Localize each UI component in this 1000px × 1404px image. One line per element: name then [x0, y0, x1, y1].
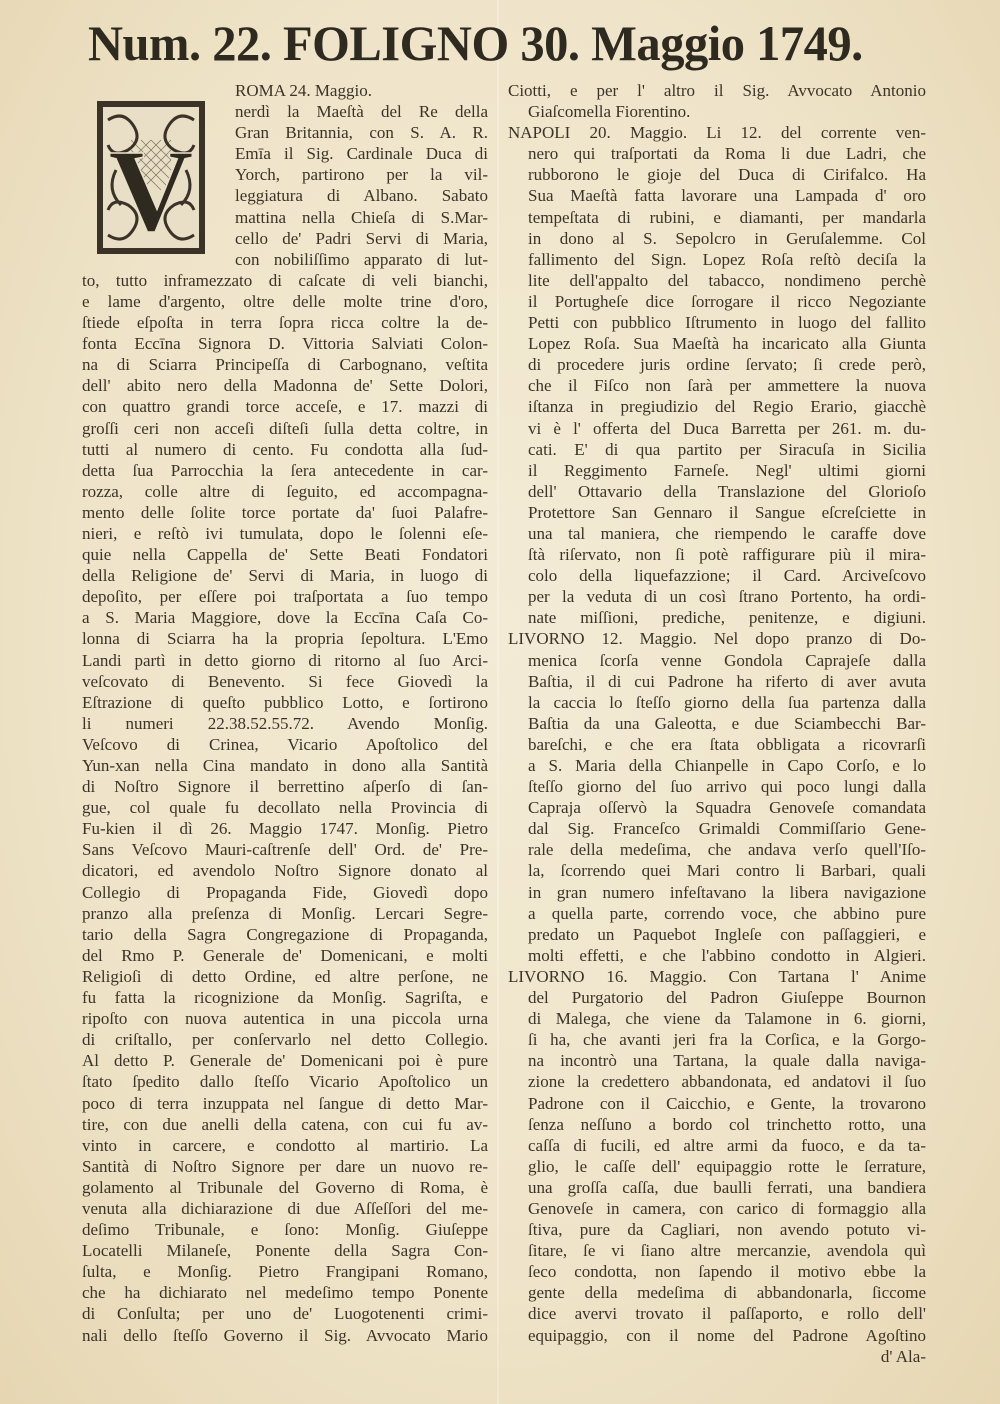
- right-column-line: tempeſtata di rubini, e diamanti, per mandarla: [528, 207, 926, 227]
- right-column-line: dell' Ottavario della Translazione del Glorioſo: [528, 481, 926, 501]
- left-column-line: di Conſulta; per uno de' Luogotenenti crimi-: [82, 1304, 488, 1324]
- right-column: [508, 80, 926, 1367]
- right-column-line: bareſchi, e che era ſtata obbligata a ricovrarſi: [528, 734, 926, 754]
- right-column-line: che il Fiſco non ſarà per ammettere la nuova: [528, 376, 926, 396]
- right-column-line: LIVORNO 12. Maggio. Nel dopo pranzo di Do-: [508, 629, 926, 649]
- left-column-line: Religioſi di detto Ordine, ed altre perſone, ne: [82, 966, 488, 986]
- left-column-line: Locatelli Milaneſe, Ponente della Sagra Con-: [82, 1241, 488, 1261]
- right-column-line: Sua Maeſtà fatta lavorare una Lampada d' oro: [528, 186, 926, 206]
- left-column-line: di Noſtro Signore il berrettino aſperſo di ſan-: [82, 777, 488, 797]
- left-column-line: Veſcovo di Crinea, Vicario Apoſtolico del: [82, 734, 488, 754]
- left-column-line: poco di terra inzuppata nel ſangue di detto Mar-: [82, 1093, 488, 1113]
- left-column-line: ſtiede eſpoſta in terra ſopra ricca coltre la de-: [82, 313, 488, 333]
- left-column-line: di criſtallo, per conſervarlo nel detto Collegio.: [82, 1030, 488, 1050]
- left-column-line: con quattro grandi torce acceſe, e 17. mazzi di: [82, 397, 488, 417]
- right-column-line: vi è l' offerta del Duca Barretta per 261. m. du-: [528, 418, 926, 438]
- right-column-line: dice avervi trovato il paſſaporto, e rollo dell': [528, 1304, 926, 1324]
- right-column-line: NAPOLI 20. Maggio. Li 12. del corrente ven-: [508, 123, 926, 143]
- right-column-line: Baſtia da una Galeotta, e due Sciambecchi Bar-: [528, 713, 926, 733]
- right-column-line: glio, le caſſe dell' equipaggio rotte le ſerrature,: [528, 1156, 926, 1176]
- right-column-line: la, ſcorrendo quei Mari contro li Barbari, quali: [528, 861, 926, 881]
- left-column-line: Emīa il Sig. Cardinale Duca di: [235, 144, 488, 164]
- right-column-line: ſeco condotta, non ſapendo il motivo ebbe la: [528, 1262, 926, 1282]
- left-column-line: venuta alla dichiarazione di due Aſſeſſori del me-: [82, 1198, 488, 1218]
- left-column-line: nali dello ſteſſo Governo il Sig. Avvocato Mario: [82, 1325, 488, 1345]
- left-column-line: golamento al Tribunale del Governo di Roma, è: [82, 1177, 488, 1197]
- left-column-line: Yorch, partirono per la vil-: [235, 165, 488, 185]
- left-column-line: Santità di Noſtro Signore per dare un nuovo re-: [82, 1156, 488, 1176]
- right-column-line: molti effetti, e che l'abbino condotto in Algieri.: [528, 945, 926, 965]
- left-column-line: tire, con due anelli della catena, con cui fu av-: [82, 1114, 488, 1134]
- right-column-line: per la veduta di un così ſtrano Portento, ha ordi-: [528, 587, 926, 607]
- left-column-line: leggiatura di Albano. Sabato: [235, 186, 488, 206]
- left-column-line: nerdì la Maeſtà del Re della: [235, 102, 488, 122]
- left-column: [82, 80, 488, 1346]
- right-column-line: Padrone con il Caicchio, e Gente, la trovarono: [528, 1093, 926, 1113]
- left-column-line: rozza, colle altre di ſeguito, ed accompagna-: [82, 481, 488, 501]
- right-column-line: lite dell'appalto del tabacco, nondimeno perchè: [528, 270, 926, 290]
- left-column-line: fonta Eccīna Signora D. Vittoria Salviati Colon-: [82, 334, 488, 354]
- left-column-line: mattina nella Chieſa di S.Mar-: [235, 207, 488, 227]
- right-column-line: la caccia lo ſteſſo giorno della ſua partenza dalla: [528, 692, 926, 712]
- left-column-line: tutti al numero di cento. Fu condotta alla ſud-: [82, 439, 488, 459]
- right-column-line: il Reggimento Farneſe. Negl' ultimi giorni: [528, 460, 926, 480]
- left-column-line: quie nella Cappella de' Sette Beati Fondatori: [82, 545, 488, 565]
- right-column-line: nero qui traſportati da Roma li due Ladri, che: [528, 144, 926, 164]
- left-column-line: Collegio di Propaganda Fide, Giovedì dopo: [82, 882, 488, 902]
- left-column-line: na di Sciarra Principeſſa di Carbognano, veſtita: [82, 355, 488, 375]
- left-column-line: tario della Sagra Congregazione di Propaganda,: [82, 924, 488, 944]
- right-column-line: fallimento del Sign. Lopez Roſa reſtò deciſa la: [528, 249, 926, 269]
- right-column-line: ſtiva, pure da Cagliari, non avendo potuto vi-: [528, 1220, 926, 1240]
- right-column-line: zione la credettero abbandonata, ed andatovi il ſuo: [528, 1072, 926, 1092]
- right-column-line: gente della medeſima di abbandonarla, ſiccome: [528, 1283, 926, 1303]
- right-column-line: Baſtia, il di cui Padrone ha riferto di aver avuta: [528, 671, 926, 691]
- right-column-line: Giaſcomella Fiorentino.: [528, 102, 691, 122]
- left-column-line: dicatori, ed avendolo Noſtro Signore donato al: [82, 861, 488, 881]
- right-column-line: Genoveſe in camera, con carico di formaggio alla: [528, 1198, 926, 1218]
- left-column-line: nieri, e reſtò ivi tumulata, dopo le ſolenni eſe-: [82, 523, 488, 543]
- right-column-line: caſſa di fucili, ed altre armi da fuoco, e da ta-: [528, 1135, 926, 1155]
- left-column-line: Gran Britannia, con S. A. R.: [235, 123, 488, 143]
- right-column-line: LIVORNO 16. Maggio. Con Tartana l' Anime: [508, 966, 926, 986]
- right-column-line: ſenza neſſuno a bordo col trinchetto rotto, una: [528, 1114, 926, 1134]
- left-column-line: Eſtrazione di queſto pubblico Lotto, e ſortirono: [82, 692, 488, 712]
- right-column-line: menica ſcorſa venne Gondola Caprajeſe dalla: [528, 650, 926, 670]
- right-column-line: il Portugheſe dice ſorrogare il ricco Negoziante: [528, 291, 926, 311]
- left-column-line: Fu-kien il dì 26. Maggio 1747. Monſig. Pietro: [82, 819, 488, 839]
- right-column-line: ſtà riſervato, non ſi potè raffigurare più il mira-: [528, 545, 926, 565]
- right-column-line: rubborono le gioje del Duca di Cirifalco. Ha: [528, 165, 926, 185]
- left-column-line: to, tutto inframezzato di caſcate di veli bianchi,: [82, 270, 488, 290]
- right-column-line: di procedere juris ordine ſervato; ſi crede però,: [528, 355, 926, 375]
- right-column-line: Protettore San Gennaro il Sangue eſcreſciette in: [528, 502, 926, 522]
- svg-text:V: V: [108, 125, 194, 255]
- right-column-line: a quella parte, correndo voce, che abbino pure: [528, 903, 926, 923]
- right-column-line: in dono al S. Sepolcro in Geruſalemme. Col: [528, 228, 926, 248]
- left-column-line: del Rmo P. Generale de' Domenicani, e molti: [82, 945, 488, 965]
- right-column-line: Lopez Roſa. Sua Maeſtà ha incaricato alla Giunta: [528, 334, 926, 354]
- left-column-line: depoſito, per eſſere poi traſportata a ſuo tempo: [82, 587, 488, 607]
- paper-fold: [497, 0, 499, 1404]
- left-column-line: ROMA 24. Maggio.: [235, 81, 372, 100]
- left-column-line: ripoſto con nuova autentica in una piccola urna: [82, 1009, 488, 1029]
- left-column-line: ſtato ſpedito dallo ſteſſo Vicario Apoſtolico un: [82, 1072, 488, 1092]
- right-column-line: nate miſſioni, prediche, penitenze, e digiuni.: [528, 608, 926, 628]
- right-column-line: predato un Paquebot Ingleſe con paſſaggieri, e: [528, 924, 926, 944]
- right-column-line: ſi ha, che avanti jeri fra la Corſica, e la Gorgo-: [528, 1030, 926, 1050]
- right-column-line: del Purgatorio del Padron Giuſeppe Bournon: [528, 988, 926, 1008]
- left-column-line: cello de' Padri Servi di Maria,: [235, 228, 488, 248]
- left-column-line: lonna di Sciarra ha la propria ſepoltura. L'Emo: [82, 629, 488, 649]
- left-column-line: Al detto P. Generale de' Domenicani poi è pure: [82, 1051, 488, 1071]
- right-column-line: rale della medeſima, che andava verſo quell'Iſo-: [528, 840, 926, 860]
- right-column-line: di Malega, che viene da Talamone in 6. giorni,: [528, 1009, 926, 1029]
- left-column-line: della Religione de' Servi di Maria, in luogo di: [82, 566, 488, 586]
- right-column-line: iſtanza in pregiudizio del Regio Erario, giacchè: [528, 397, 926, 417]
- right-column-line: equipaggio, con il nome del Padrone Agoſtino: [528, 1325, 926, 1345]
- left-column-line: veſcovato di Benevento. Si fece Giovedì la: [82, 671, 488, 691]
- right-column-line: na incontrò una Tartana, la quale dalla naviga-: [528, 1051, 926, 1071]
- right-column-line: in gran numero infeſtavano la libera navigazione: [528, 882, 926, 902]
- right-column-line: ſteſſo giorno del ſuo arrivo qui poco lungi dalla: [528, 777, 926, 797]
- left-column-line: Landi partì in detto giorno di ritorno al ſuo Arci-: [82, 650, 488, 670]
- left-column-line: a S. Maria Maggiore, dove la Eccīna Caſa Co-: [82, 608, 488, 628]
- right-column-line: una groſſa caſſa, due baulli ferrati, una bandiera: [528, 1177, 926, 1197]
- left-column-line: li numeri 22.38.52.55.72. Avendo Monſig.: [82, 713, 488, 733]
- left-column-line: Sans Veſcovo Mauri-caſtrenſe dell' Ord. de' Pre-: [82, 840, 488, 860]
- left-column-line: groſſi ceri non acceſi diſteſi ſulla detta coltre, in: [82, 418, 488, 438]
- right-column-line: Capraja oſſervò la Squadra Genoveſe comandata: [528, 798, 926, 818]
- right-column-line: d' Ala-: [880, 1346, 926, 1366]
- left-column-line: deſimo Tribunale, e ſono: Monſig. Giuſeppe: [82, 1220, 488, 1240]
- masthead-title: Num. 22. FOLIGNO 30. Maggio 1749.: [88, 15, 863, 71]
- left-column-line: e lame d'argento, oltre delle molte trine d'oro,: [82, 291, 488, 311]
- left-column-line: vinto in carcere, e condotto al martirio. La: [82, 1135, 488, 1155]
- left-column-line: Yun-xan nella Cina mandato in dono alla Santità: [82, 756, 488, 775]
- right-column-line: colo della liquefazzione; il Card. Arciveſcovo: [528, 566, 926, 586]
- right-column-line: dal Sig. Franceſco Grimaldi Commiſſario Gene-: [528, 819, 926, 839]
- left-column-line: gue, col quale fu decollato nella Provincia di: [82, 798, 488, 818]
- left-column-line: che ha dichiarato nel medeſimo tempo Ponente: [82, 1283, 488, 1303]
- right-column-line: cati. E' di qua partito per Siracuſa in Sicilia: [528, 439, 926, 459]
- left-column-line: mento delle ſolite torce portate da' ſuoi Palafre-: [82, 502, 488, 522]
- left-column-line: fu fatta la ricognizione da Monſig. Sagriſta, e: [82, 988, 488, 1008]
- left-column-line: ſulta, e Monſig. Pietro Frangipani Romano,: [82, 1262, 488, 1282]
- left-column-line: detta ſua Parrocchia la ſera antecedente in car-: [82, 460, 488, 480]
- right-column-line: ſitare, ſe vi ſiano altre mercanzie, avendola quì: [528, 1241, 926, 1261]
- right-column-line: una tal maniera, che riempendo le caraffe dove: [528, 523, 926, 543]
- right-column-line: a S. Maria della Chianpelle in Capo Corſo, e lo: [528, 756, 926, 775]
- left-column-line: pranzo alla preſenza di Monſig. Lercari Segre-: [82, 903, 488, 923]
- right-column-line: Petti con pubblico Iſtrumento in luogo del fallito: [528, 313, 926, 333]
- left-column-line: con nobiliſſimo apparato di lut-: [235, 249, 488, 269]
- right-column-line: Ciotti, e per l' altro il Sig. Avvocato Antonio: [508, 81, 926, 100]
- left-column-line: dell' abito nero della Madonna de' Sette Dolori,: [82, 376, 488, 396]
